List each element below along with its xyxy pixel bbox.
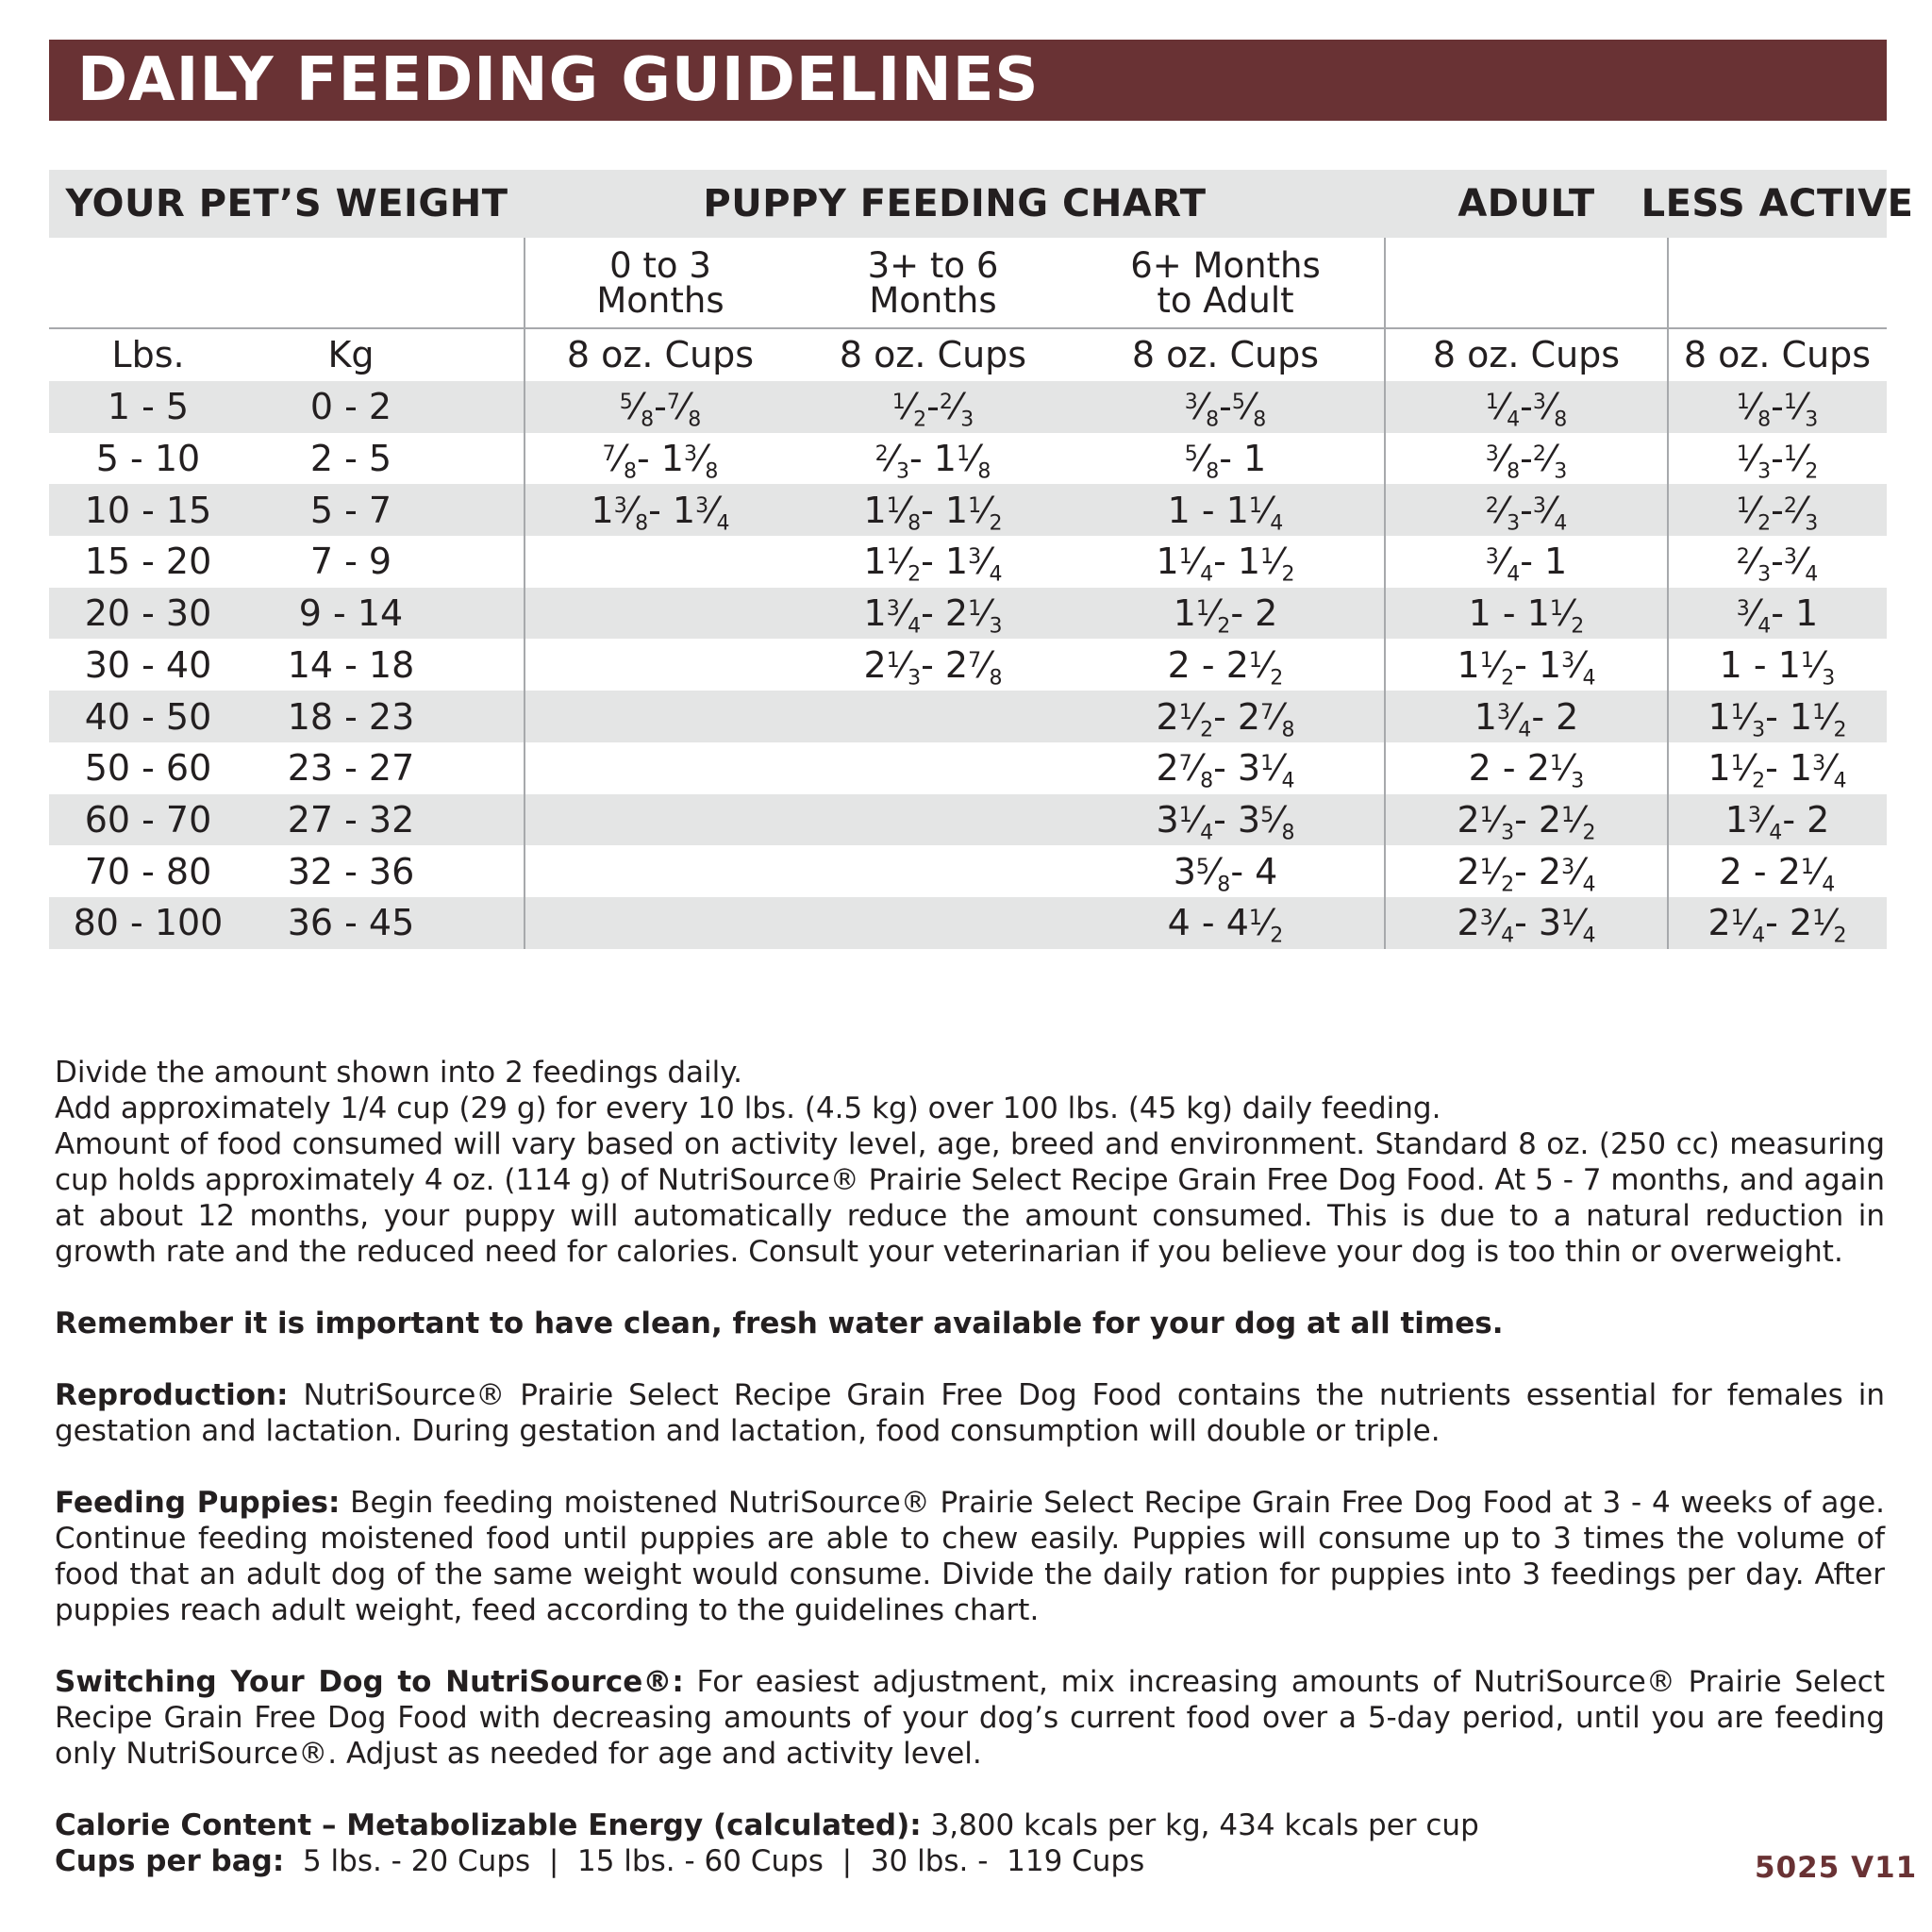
table-cell <box>796 742 1070 794</box>
table-cell: 32 - 36 <box>287 850 415 892</box>
table-cell: 2 - 5 <box>309 438 392 480</box>
note-feeding-puppies <box>55 1485 1885 1628</box>
unit-cell: Lbs. <box>111 334 185 375</box>
table-row <box>49 381 1887 433</box>
header-puppy-feeding-chart: PUPPY FEEDING CHART <box>703 182 1207 225</box>
table-cell: 27 - 32 <box>287 798 415 841</box>
table-cell: 50 - 60 <box>84 747 212 790</box>
table-cell: 36 - 45 <box>287 902 415 944</box>
header-less-active: LESS ACTIVE <box>1641 182 1914 225</box>
table-cell: 1 $^1⁄_2$ - 1 $^3⁄_4$ <box>1457 643 1596 691</box>
table-cell: 2 $^1⁄_2$ - 2 $^7⁄_8$ <box>1156 695 1295 742</box>
table-cell: $^1⁄_2$ - $^2⁄_3$ <box>1736 489 1819 536</box>
table-row <box>49 433 1887 485</box>
table-cell: 9 - 14 <box>298 592 404 635</box>
subheader-puppy-0-3: 0 to 3 Months <box>596 245 724 321</box>
table-cell: 18 - 23 <box>287 695 415 738</box>
note-switching <box>55 1664 1885 1772</box>
note-water: Remember it is important to have clean, fresh water available for your dog at all times. <box>55 1307 1504 1341</box>
table-cell: $^3⁄_4$ - 1 <box>1485 541 1568 588</box>
table-cell: $^1⁄_3$ - $^1⁄_2$ <box>1736 438 1819 484</box>
table-subheader-row <box>49 238 1887 328</box>
table-cell <box>525 794 796 846</box>
table-cell <box>525 845 796 897</box>
table-cell: 2 $^7⁄_8$ - 3 $^1⁄_4$ <box>1156 747 1295 793</box>
table-cell: $^2⁄_3$ - 1 $^1⁄_8$ <box>874 438 991 484</box>
table-cell: 2 $^1⁄_2$ - 2 $^3⁄_4$ <box>1457 850 1596 897</box>
table-cell: 23 - 27 <box>287 747 415 790</box>
reproduction-text: NutriSource® Prairie Select Recipe Grain Free Dog Food contains the nutrients essential for females in gestation and lactation. During gestation and lactation, food consumption will double or triple. <box>55 1378 1885 1448</box>
table-cell <box>525 897 796 949</box>
table-cell: $^5⁄_8$ - 1 <box>1184 438 1267 484</box>
cups-per-bag-label: Cups per bag: <box>55 1844 285 1878</box>
table-cell: 40 - 50 <box>84 695 212 738</box>
page-title: DAILY FEEDING GUIDELINES <box>49 40 1887 121</box>
unit-cell: 8 oz. Cups <box>1131 334 1320 375</box>
table-row <box>49 588 1887 640</box>
table-cell <box>525 742 796 794</box>
table-cell <box>796 691 1070 742</box>
table-cell: $^3⁄_4$ - 1 <box>1736 592 1819 639</box>
table-cell: 1 $^3⁄_4$ - 2 <box>1724 798 1830 845</box>
table-cell: 1 - 1 $^1⁄_4$ <box>1167 489 1284 536</box>
note-divide: Divide the amount shown into 2 feedings daily. <box>55 1056 743 1090</box>
table-cell: 70 - 80 <box>84 850 212 892</box>
column-divider <box>1384 238 1386 949</box>
note-calorie <box>55 1807 1885 1843</box>
table-row <box>49 640 1887 691</box>
unit-row-divider <box>49 327 1887 329</box>
header-adult: ADULT <box>1457 182 1595 225</box>
table-cell: $^1⁄_4$ - $^3⁄_8$ <box>1485 386 1568 433</box>
table-cell <box>796 794 1070 846</box>
table-cell: $^3⁄_8$ - $^2⁄_3$ <box>1485 438 1568 484</box>
table-cell: $^1⁄_8$ - $^1⁄_3$ <box>1736 386 1819 433</box>
table-cell: 2 $^1⁄_3$ - 2 $^7⁄_8$ <box>863 643 1003 691</box>
table-cell: 15 - 20 <box>84 541 212 583</box>
header-pets-weight: YOUR PET’S WEIGHT <box>65 182 508 225</box>
table-cell: 1 $^3⁄_4$ - 2 $^1⁄_3$ <box>863 592 1003 639</box>
table-cell: 1 - 1 $^1⁄_2$ <box>1468 592 1585 639</box>
subheader-puppy-6-adult: 6+ Months to Adult <box>1130 245 1321 321</box>
table-cell <box>796 845 1070 897</box>
table-cell: 2 $^3⁄_4$ - 3 $^1⁄_4$ <box>1457 902 1596 949</box>
table-cell: 2 $^1⁄_4$ - 2 $^1⁄_2$ <box>1707 902 1847 949</box>
table-cell: $^7⁄_8$ - 1 $^3⁄_8$ <box>602 438 719 484</box>
switching-label: Switching Your Dog to NutriSource®: <box>55 1665 684 1699</box>
table-cell: 7 - 9 <box>309 541 392 583</box>
calorie-label: Calorie Content – Metabolizable Energy (calculated): <box>55 1808 922 1842</box>
table-cell <box>525 536 796 588</box>
table-cell: 1 $^1⁄_2$ - 2 <box>1173 592 1278 639</box>
table-row <box>49 484 1887 536</box>
table-cell <box>525 691 796 742</box>
reproduction-label: Reproduction: <box>55 1378 289 1412</box>
table-cell <box>525 640 796 691</box>
table-cell: $^2⁄_3$ - $^3⁄_4$ <box>1736 541 1819 588</box>
table-cell <box>796 897 1070 949</box>
table-cell: 1 - 1 $^1⁄_3$ <box>1719 643 1836 691</box>
table-cell: 3 $^1⁄_4$ - 3 $^5⁄_8$ <box>1156 798 1295 845</box>
table-cell <box>525 588 796 640</box>
table-row <box>49 691 1887 742</box>
table-row <box>49 536 1887 588</box>
unit-cell: 8 oz. Cups <box>566 334 755 375</box>
note-add-cup: Add approximately 1/4 cup (29 g) for every 10 lbs. (4.5 kg) over 100 lbs. (45 kg) daily feeding. <box>55 1091 1441 1125</box>
table-cell: 1 $^3⁄_8$ - 1 $^3⁄_4$ <box>591 489 730 536</box>
table-cell: 1 $^1⁄_8$ - 1 $^1⁄_2$ <box>863 489 1003 536</box>
table-header-row <box>49 170 1914 238</box>
subheader-puppy-3-6: 3+ to 6 Months <box>867 245 999 321</box>
note-amount: Amount of food consumed will vary based on activity level, age, breed and environment. Standard 8 oz. (250 cc) measuring cup holds approximately 4 oz. (114 g) of NutriSource® Prairie Select Recipe Grain Free Dog Food. At 5 - 7 months, and again at about 12 months, your puppy will automatically reduce the amount consumed. This is due to a natural reduction in growth rate and the reduced need for calories. Consult your veterinarian if you believe your dog is too thin or overweight. <box>55 1127 1885 1269</box>
table-cell: 2 - 2 $^1⁄_2$ <box>1167 643 1284 691</box>
column-divider <box>524 238 525 949</box>
table-cell: 80 - 100 <box>73 902 224 944</box>
table-cell: 3 $^5⁄_8$ - 4 <box>1173 850 1278 897</box>
table-cell: 60 - 70 <box>84 798 212 841</box>
feeding-notes <box>55 1055 1885 1879</box>
cups-per-bag-text: 5 lbs. - 20 Cups | 15 lbs. - 60 Cups | 30 lbs. - 119 Cups <box>284 1844 1145 1878</box>
calorie-text: 3,800 kcals per kg, 434 kcals per cup <box>921 1808 1479 1842</box>
note-cups-per-bag <box>55 1843 1885 1879</box>
table-cell: 1 $^1⁄_2$ - 1 $^3⁄_4$ <box>863 541 1003 588</box>
table-cell: 1 - 5 <box>107 386 190 428</box>
table-cell: 1 $^1⁄_3$ - 1 $^1⁄_2$ <box>1707 695 1847 742</box>
table-cell: 5 - 10 <box>95 438 201 480</box>
table-cell: 2 - 2 $^1⁄_3$ <box>1468 747 1585 793</box>
table-cell: 4 - 4 $^1⁄_2$ <box>1167 902 1284 949</box>
table-cell: 5 - 7 <box>309 489 392 531</box>
feeding-puppies-label: Feeding Puppies: <box>55 1486 341 1520</box>
table-cell: 1 $^3⁄_4$ - 2 <box>1474 695 1579 742</box>
table-unit-row <box>49 328 1887 381</box>
unit-cell: 8 oz. Cups <box>1432 334 1621 375</box>
table-row <box>49 897 1887 949</box>
column-divider <box>1667 238 1669 949</box>
table-cell: 20 - 30 <box>84 592 212 635</box>
switching-text: For easiest adjustment, mix increasing amounts of NutriSource® Prairie Select Recipe Grain Free Dog Food with decreasing amounts of your dog’s current food over a 5-day period, until you are feeding only NutriSource®. Adjust as needed for age and activity level. <box>55 1665 1885 1771</box>
table-cell: 30 - 40 <box>84 643 212 686</box>
note-reproduction <box>55 1377 1885 1449</box>
table-cell: 1 $^1⁄_2$ - 1 $^3⁄_4$ <box>1707 747 1847 793</box>
table-cell: 0 - 2 <box>309 386 392 428</box>
unit-cell: Kg <box>327 334 375 375</box>
table-cell: $^5⁄_8$ - $^7⁄_8$ <box>619 386 702 433</box>
table-cell: $^1⁄_2$ - $^2⁄_3$ <box>891 386 974 433</box>
table-cell: 2 - 2 $^1⁄_4$ <box>1719 850 1836 897</box>
table-cell: 14 - 18 <box>287 643 415 686</box>
table-cell: $^2⁄_3$ - $^3⁄_4$ <box>1485 489 1568 536</box>
table-cell: $^3⁄_8$ - $^5⁄_8$ <box>1184 386 1267 433</box>
table-cell: 1 $^1⁄_4$ - 1 $^1⁄_2$ <box>1156 541 1295 588</box>
table-row <box>49 742 1887 794</box>
product-code: 5025 V11 <box>1755 1851 1918 1885</box>
table-cell: 2 $^1⁄_3$ - 2 $^1⁄_2$ <box>1457 798 1596 845</box>
unit-cell: 8 oz. Cups <box>1683 334 1872 375</box>
unit-cell: 8 oz. Cups <box>839 334 1027 375</box>
table-row <box>49 794 1887 846</box>
feeding-puppies-text: Begin feeding moistened NutriSource® Prairie Select Recipe Grain Free Dog Food at 3 - 4 weeks of age. Continue feeding moistened food until puppies are able to chew easily. Puppies will consume up to 3 times the volume of food that an adult dog of the same weight would consume. Divide the daily ration for puppies into 3 feedings per day. After puppies reach adult weight, feed according to the guidelines chart. <box>55 1486 1886 1627</box>
table-row <box>49 845 1887 897</box>
table-cell: 10 - 15 <box>84 489 212 531</box>
